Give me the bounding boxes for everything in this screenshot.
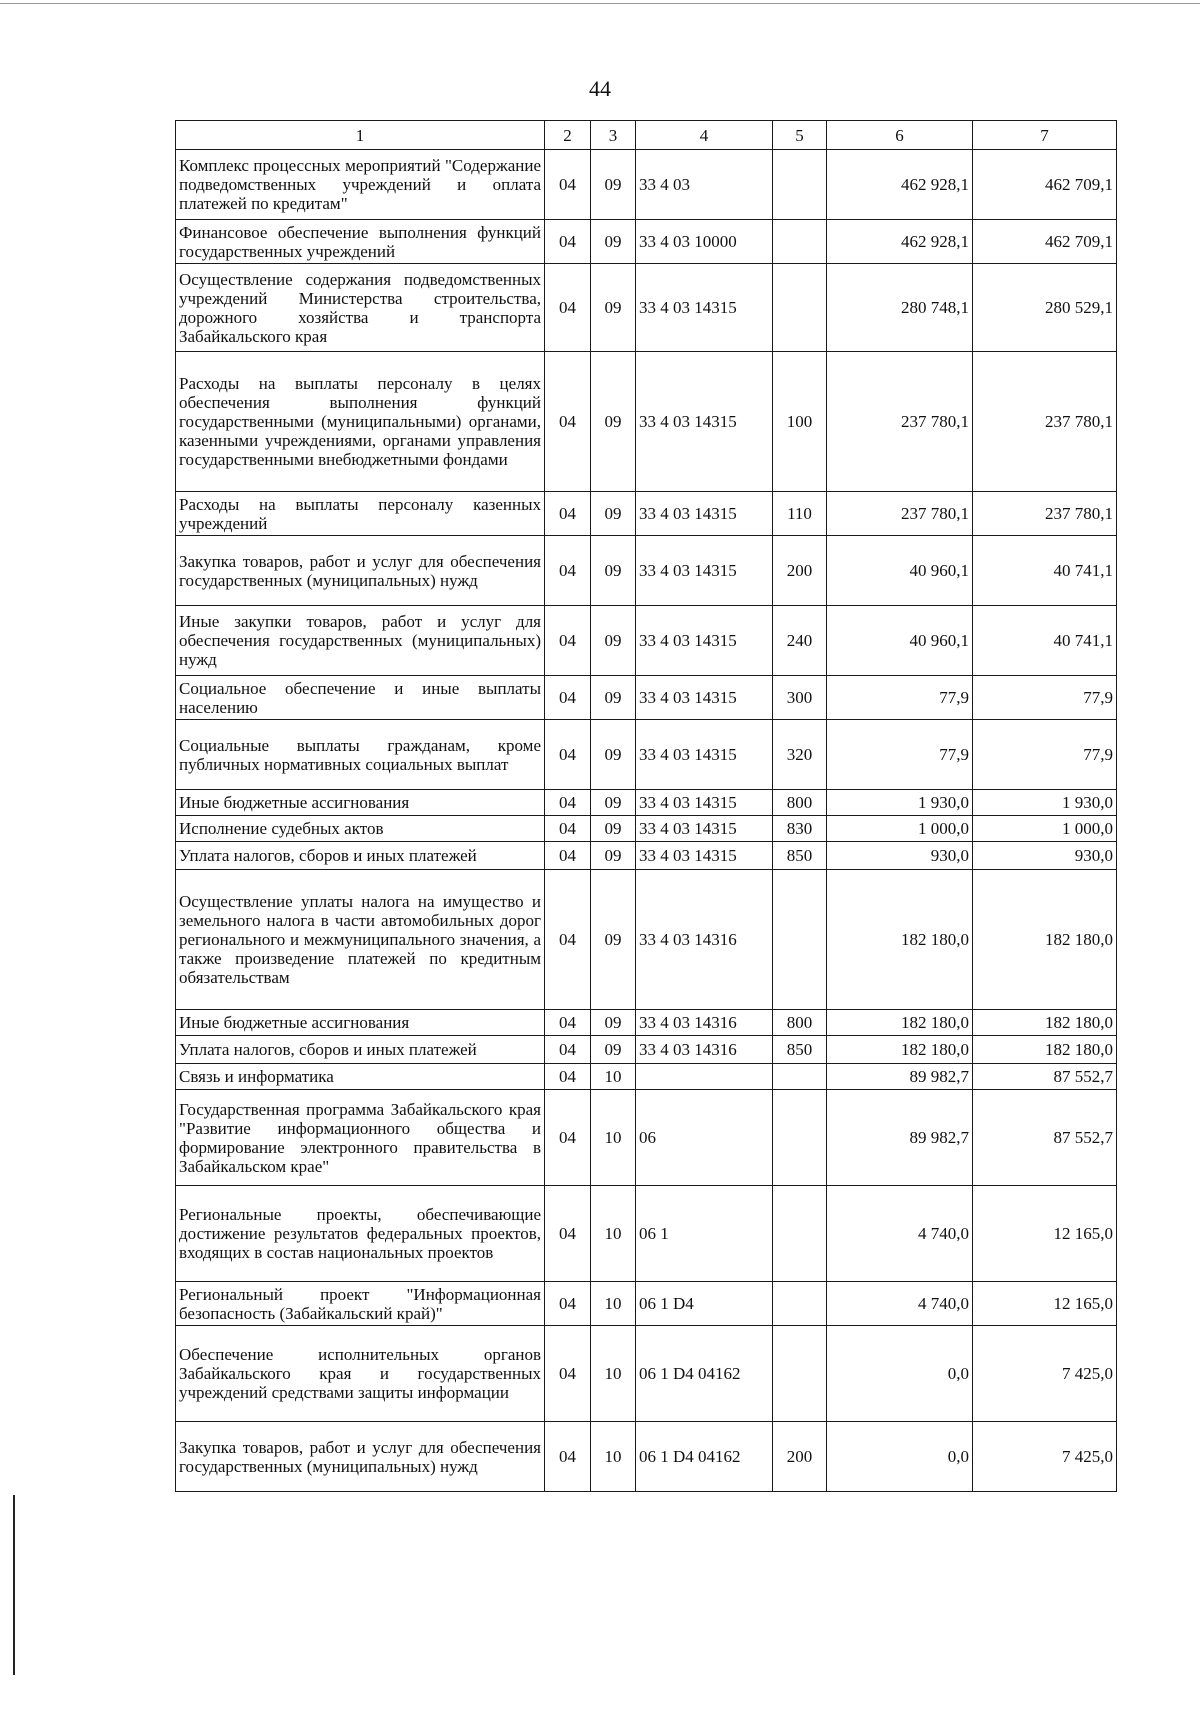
expense-type-cell xyxy=(773,1326,827,1422)
row-name-cell: Социальное обеспечение и иные выплаты населению xyxy=(176,676,545,720)
row-name-cell: Закупка товаров, работ и услуг для обеспечения государственных (муниципальных) нужд xyxy=(176,1422,545,1492)
amount-year-1-cell: 930,0 xyxy=(827,842,973,870)
table-row xyxy=(176,870,1117,1010)
subsection-code-cell: 09 xyxy=(591,676,636,720)
expense-type-cell: 830 xyxy=(773,816,827,842)
amount-year-1-cell: 77,9 xyxy=(827,720,973,790)
amount-year-2-cell: 182 180,0 xyxy=(973,870,1117,1010)
section-code-cell: 04 xyxy=(545,720,591,790)
section-code-cell: 04 xyxy=(545,1090,591,1186)
amount-year-1-cell: 462 928,1 xyxy=(827,220,973,264)
section-code-cell: 04 xyxy=(545,492,591,536)
subsection-code-cell: 09 xyxy=(591,816,636,842)
table-row xyxy=(176,1090,1117,1186)
target-article-cell: 06 xyxy=(636,1090,773,1186)
amount-year-1-cell: 182 180,0 xyxy=(827,1010,973,1036)
section-code-cell: 04 xyxy=(545,842,591,870)
expense-type-cell: 800 xyxy=(773,1010,827,1036)
expense-type-cell xyxy=(773,1282,827,1326)
section-code-cell: 04 xyxy=(545,816,591,842)
table-row xyxy=(176,676,1117,720)
expense-type-cell: 800 xyxy=(773,790,827,816)
column-header-6: 6 xyxy=(827,121,973,150)
expense-type-cell xyxy=(773,150,827,220)
table-row xyxy=(176,842,1117,870)
amount-year-1-cell: 4 740,0 xyxy=(827,1282,973,1326)
row-name-cell: Иные бюджетные ассигнования xyxy=(176,790,545,816)
subsection-code-cell: 09 xyxy=(591,1010,636,1036)
row-name-cell: Комплекс процессных мероприятий "Содержание подведомственных учреждений и оплата платежей по кредитам" xyxy=(176,150,545,220)
row-name-cell: Региональные проекты, обеспечивающие достижение результатов федеральных проектов, входящих в состав национальных проектов xyxy=(176,1186,545,1282)
amount-year-1-cell: 0,0 xyxy=(827,1422,973,1492)
expense-type-cell: 200 xyxy=(773,1422,827,1492)
subsection-code-cell: 09 xyxy=(591,492,636,536)
column-header-2: 2 xyxy=(545,121,591,150)
amount-year-1-cell: 40 960,1 xyxy=(827,536,973,606)
subsection-code-cell: 09 xyxy=(591,150,636,220)
table-row xyxy=(176,1186,1117,1282)
table-row xyxy=(176,352,1117,492)
subsection-code-cell: 09 xyxy=(591,264,636,352)
subsection-code-cell: 10 xyxy=(591,1282,636,1326)
section-code-cell: 04 xyxy=(545,1010,591,1036)
subsection-code-cell: 09 xyxy=(591,536,636,606)
expense-type-cell xyxy=(773,1090,827,1186)
row-name-cell: Иные закупки товаров, работ и услуг для обеспечения государственных (муниципальных) нужд xyxy=(176,606,545,676)
target-article-cell: 33 4 03 14315 xyxy=(636,492,773,536)
target-article-cell: 06 1 D4 xyxy=(636,1282,773,1326)
row-name-cell: Исполнение судебных актов xyxy=(176,816,545,842)
section-code-cell: 04 xyxy=(545,536,591,606)
column-header-3: 3 xyxy=(591,121,636,150)
amount-year-2-cell: 7 425,0 xyxy=(973,1422,1117,1492)
table-row xyxy=(176,1036,1117,1064)
amount-year-2-cell: 77,9 xyxy=(973,720,1117,790)
amount-year-1-cell: 1 000,0 xyxy=(827,816,973,842)
amount-year-1-cell: 237 780,1 xyxy=(827,352,973,492)
row-name-cell: Иные бюджетные ассигнования xyxy=(176,1010,545,1036)
scan-top-line xyxy=(0,3,1200,4)
row-name-cell: Региональный проект "Информационная безопасность (Забайкальский край)" xyxy=(176,1282,545,1326)
table-body xyxy=(176,150,1117,1492)
target-article-cell: 33 4 03 14315 xyxy=(636,676,773,720)
table-row xyxy=(176,536,1117,606)
subsection-code-cell: 10 xyxy=(591,1422,636,1492)
target-article-cell: 33 4 03 14315 xyxy=(636,720,773,790)
amount-year-1-cell: 77,9 xyxy=(827,676,973,720)
amount-year-2-cell: 182 180,0 xyxy=(973,1010,1117,1036)
amount-year-1-cell: 280 748,1 xyxy=(827,264,973,352)
amount-year-2-cell: 40 741,1 xyxy=(973,606,1117,676)
row-name-cell: Государственная программа Забайкальского края "Развитие информационного общества и формирование электронного правительства в Забайкальском крае" xyxy=(176,1090,545,1186)
column-header-7: 7 xyxy=(973,121,1117,150)
table-row xyxy=(176,220,1117,264)
subsection-code-cell: 09 xyxy=(591,870,636,1010)
target-article-cell: 06 1 xyxy=(636,1186,773,1282)
amount-year-2-cell: 1 930,0 xyxy=(973,790,1117,816)
target-article-cell: 33 4 03 14316 xyxy=(636,870,773,1010)
section-code-cell: 04 xyxy=(545,676,591,720)
section-code-cell: 04 xyxy=(545,790,591,816)
table-row xyxy=(176,1064,1117,1090)
row-name-cell: Расходы на выплаты персоналу в целях обеспечения выполнения функций государственными (муниципальными) органами, казенными учреждениями, органами управления государственными внебюджетными фондами xyxy=(176,352,545,492)
subsection-code-cell: 10 xyxy=(591,1064,636,1090)
subsection-code-cell: 09 xyxy=(591,1036,636,1064)
section-code-cell: 04 xyxy=(545,1282,591,1326)
expense-type-cell xyxy=(773,264,827,352)
table-row xyxy=(176,1422,1117,1492)
target-article-cell: 33 4 03 14315 xyxy=(636,606,773,676)
row-name-cell: Уплата налогов, сборов и иных платежей xyxy=(176,1036,545,1064)
expense-type-cell: 850 xyxy=(773,842,827,870)
amount-year-2-cell: 87 552,7 xyxy=(973,1090,1117,1186)
target-article-cell: 33 4 03 14315 xyxy=(636,536,773,606)
subsection-code-cell: 09 xyxy=(591,352,636,492)
amount-year-1-cell: 462 928,1 xyxy=(827,150,973,220)
subsection-code-cell: 10 xyxy=(591,1186,636,1282)
row-name-cell: Осуществление уплаты налога на имущество и земельного налога в части автомобильных дорог регионального и межмуниципального значения, а также произведение платежей по кредитным обязательствам xyxy=(176,870,545,1010)
section-code-cell: 04 xyxy=(545,150,591,220)
section-code-cell: 04 xyxy=(545,606,591,676)
amount-year-2-cell: 182 180,0 xyxy=(973,1036,1117,1064)
row-name-cell: Финансовое обеспечение выполнения функций государственных учреждений xyxy=(176,220,545,264)
amount-year-1-cell: 89 982,7 xyxy=(827,1064,973,1090)
subsection-code-cell: 09 xyxy=(591,842,636,870)
row-name-cell: Осуществление содержания подведомственных учреждений Министерства строительства, дорожного хозяйства и транспорта Забайкальского края xyxy=(176,264,545,352)
table-row xyxy=(176,264,1117,352)
target-article-cell: 33 4 03 xyxy=(636,150,773,220)
subsection-code-cell: 09 xyxy=(591,720,636,790)
amount-year-2-cell: 462 709,1 xyxy=(973,220,1117,264)
amount-year-1-cell: 182 180,0 xyxy=(827,1036,973,1064)
subsection-code-cell: 09 xyxy=(591,606,636,676)
section-code-cell: 04 xyxy=(545,1326,591,1422)
amount-year-1-cell: 40 960,1 xyxy=(827,606,973,676)
expense-type-cell xyxy=(773,870,827,1010)
section-code-cell: 04 xyxy=(545,1036,591,1064)
amount-year-1-cell: 182 180,0 xyxy=(827,870,973,1010)
target-article-cell: 33 4 03 14315 xyxy=(636,352,773,492)
target-article-cell xyxy=(636,1064,773,1090)
target-article-cell: 06 1 D4 04162 xyxy=(636,1422,773,1492)
amount-year-1-cell: 1 930,0 xyxy=(827,790,973,816)
section-code-cell: 04 xyxy=(545,1186,591,1282)
expense-type-cell: 300 xyxy=(773,676,827,720)
expense-type-cell xyxy=(773,220,827,264)
table-row xyxy=(176,492,1117,536)
amount-year-1-cell: 4 740,0 xyxy=(827,1186,973,1282)
table-row xyxy=(176,150,1117,220)
row-name-cell: Закупка товаров, работ и услуг для обеспечения государственных (муниципальных) нужд xyxy=(176,536,545,606)
section-code-cell: 04 xyxy=(545,352,591,492)
amount-year-2-cell: 87 552,7 xyxy=(973,1064,1117,1090)
amount-year-1-cell: 0,0 xyxy=(827,1326,973,1422)
section-code-cell: 04 xyxy=(545,870,591,1010)
section-code-cell: 04 xyxy=(545,1064,591,1090)
subsection-code-cell: 10 xyxy=(591,1090,636,1186)
target-article-cell: 33 4 03 14315 xyxy=(636,790,773,816)
target-article-cell: 06 1 D4 04162 xyxy=(636,1326,773,1422)
scan-edge-line xyxy=(13,1495,15,1675)
target-article-cell: 33 4 03 14315 xyxy=(636,264,773,352)
amount-year-2-cell: 237 780,1 xyxy=(973,492,1117,536)
table-row xyxy=(176,1326,1117,1422)
table-row xyxy=(176,790,1117,816)
row-name-cell: Расходы на выплаты персоналу казенных учреждений xyxy=(176,492,545,536)
header-row xyxy=(176,121,1117,150)
amount-year-2-cell: 40 741,1 xyxy=(973,536,1117,606)
expense-type-cell: 320 xyxy=(773,720,827,790)
amount-year-2-cell: 1 000,0 xyxy=(973,816,1117,842)
table-row xyxy=(176,606,1117,676)
amount-year-1-cell: 89 982,7 xyxy=(827,1090,973,1186)
table-row xyxy=(176,720,1117,790)
amount-year-2-cell: 930,0 xyxy=(973,842,1117,870)
target-article-cell: 33 4 03 14316 xyxy=(636,1036,773,1064)
amount-year-2-cell: 12 165,0 xyxy=(973,1282,1117,1326)
amount-year-2-cell: 77,9 xyxy=(973,676,1117,720)
table-row xyxy=(176,816,1117,842)
table-row xyxy=(176,1010,1117,1036)
target-article-cell: 33 4 03 14315 xyxy=(636,816,773,842)
expense-type-cell: 850 xyxy=(773,1036,827,1064)
table-row xyxy=(176,1282,1117,1326)
section-code-cell: 04 xyxy=(545,264,591,352)
amount-year-2-cell: 12 165,0 xyxy=(973,1186,1117,1282)
target-article-cell: 33 4 03 14315 xyxy=(636,842,773,870)
column-header-1: 1 xyxy=(176,121,545,150)
target-article-cell: 33 4 03 10000 xyxy=(636,220,773,264)
expense-type-cell xyxy=(773,1064,827,1090)
column-header-5: 5 xyxy=(773,121,827,150)
amount-year-2-cell: 7 425,0 xyxy=(973,1326,1117,1422)
row-name-cell: Связь и информатика xyxy=(176,1064,545,1090)
subsection-code-cell: 10 xyxy=(591,1326,636,1422)
expense-type-cell: 200 xyxy=(773,536,827,606)
subsection-code-cell: 09 xyxy=(591,790,636,816)
target-article-cell: 33 4 03 14316 xyxy=(636,1010,773,1036)
amount-year-2-cell: 280 529,1 xyxy=(973,264,1117,352)
subsection-code-cell: 09 xyxy=(591,220,636,264)
row-name-cell: Обеспечение исполнительных органов Забайкальского края и государственных учреждений средствами защиты информации xyxy=(176,1326,545,1422)
expense-type-cell: 100 xyxy=(773,352,827,492)
page-number: 44 xyxy=(589,76,611,101)
expense-type-cell: 240 xyxy=(773,606,827,676)
amount-year-1-cell: 237 780,1 xyxy=(827,492,973,536)
row-name-cell: Уплата налогов, сборов и иных платежей xyxy=(176,842,545,870)
budget-table xyxy=(175,120,1117,1492)
section-code-cell: 04 xyxy=(545,220,591,264)
column-header-4: 4 xyxy=(636,121,773,150)
amount-year-2-cell: 462 709,1 xyxy=(973,150,1117,220)
section-code-cell: 04 xyxy=(545,1422,591,1492)
row-name-cell: Социальные выплаты гражданам, кроме публичных нормативных социальных выплат xyxy=(176,720,545,790)
expense-type-cell: 110 xyxy=(773,492,827,536)
expense-type-cell xyxy=(773,1186,827,1282)
amount-year-2-cell: 237 780,1 xyxy=(973,352,1117,492)
